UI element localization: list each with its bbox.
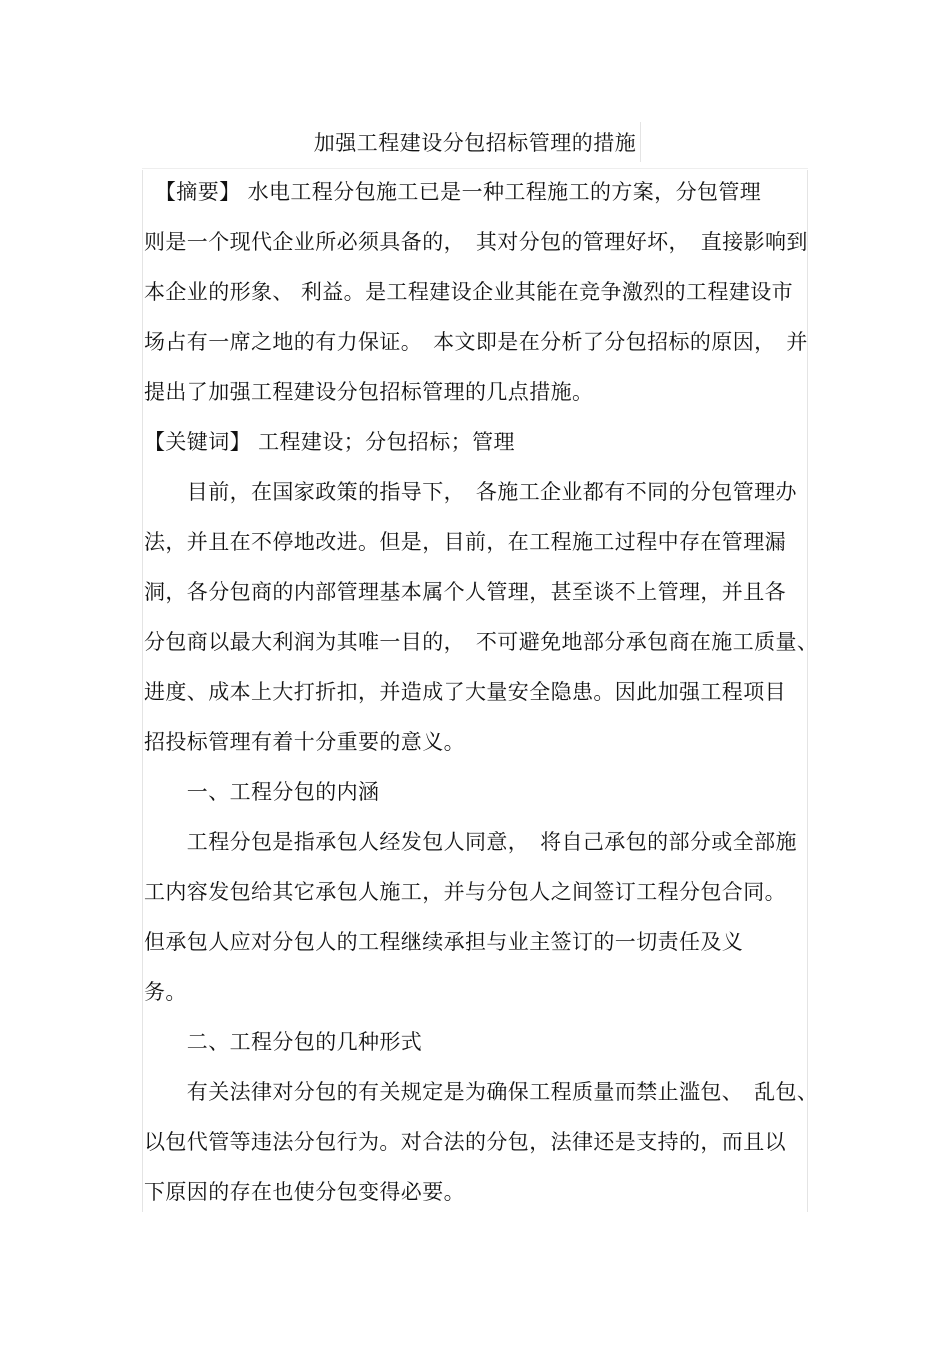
- body-line-5: 进度、成本上大打折扣，并造成了大量安全隐患。因此加强工程项目: [144, 680, 786, 704]
- frame-top-rule: [142, 168, 808, 169]
- section-1-line-3: 但承包人应对分包人的工程继续承担与业主签订的一切责任及义: [144, 930, 744, 954]
- abstract-line-2: 则是一个现代企业所必须具备的， 其对分包的管理好坏， 直接影响到: [144, 230, 808, 254]
- body-line-6: 招投标管理有着十分重要的意义。: [144, 730, 465, 754]
- abstract-line-1: 【摘要】 水电工程分包施工已是一种工程施工的方案，分包管理: [144, 180, 762, 204]
- section-1-line-2: 工内容发包给其它承包人施工，并与分包人之间签订工程分包合同。: [144, 880, 786, 904]
- abstract-line-4: 场占有一席之地的有力保证。 本文即是在分析了分包招标的原因， 并: [144, 330, 808, 354]
- section-1-line-1: 工程分包是指承包人经发包人同意， 将自己承包的部分或全部施: [144, 830, 797, 854]
- section-heading-2: 二、工程分包的几种形式: [144, 1030, 423, 1054]
- abstract-line-5: 提出了加强工程建设分包招标管理的几点措施。: [144, 380, 594, 404]
- body-line-2: 法，并且在不停地改进。但是，目前，在工程施工过程中存在管理漏: [144, 530, 786, 554]
- body-line-4: 分包商以最大利润为其唯一目的， 不可避免地部分承包商在施工质量、: [144, 630, 819, 654]
- section-2-line-3: 下原因的存在也使分包变得必要。: [144, 1180, 465, 1204]
- section-2-line-2: 以包代管等违法分包行为。对合法的分包，法律还是支持的，而且以: [144, 1130, 786, 1154]
- body-line-1: 目前，在国家政策的指导下， 各施工企业都有不同的分包管理办: [144, 480, 797, 504]
- keywords-line: 【关键词】 工程建设；分包招标；管理: [144, 430, 515, 454]
- section-1-line-4: 务。: [144, 980, 187, 1004]
- frame-left-rule: [142, 170, 143, 1212]
- document-title: 加强工程建设分包招标管理的措施: [313, 131, 637, 155]
- abstract-line-3: 本企业的形象、 利益。是工程建设企业其能在竞争激烈的工程建设市: [144, 280, 794, 304]
- section-heading-1: 一、工程分包的内涵: [144, 780, 380, 804]
- section-2-line-1: 有关法律对分包的有关规定是为确保工程质量而禁止滥包、 乱包、: [144, 1080, 819, 1104]
- body-line-3: 洞，各分包商的内部管理基本属个人管理，甚至谈不上管理，并且各: [144, 580, 786, 604]
